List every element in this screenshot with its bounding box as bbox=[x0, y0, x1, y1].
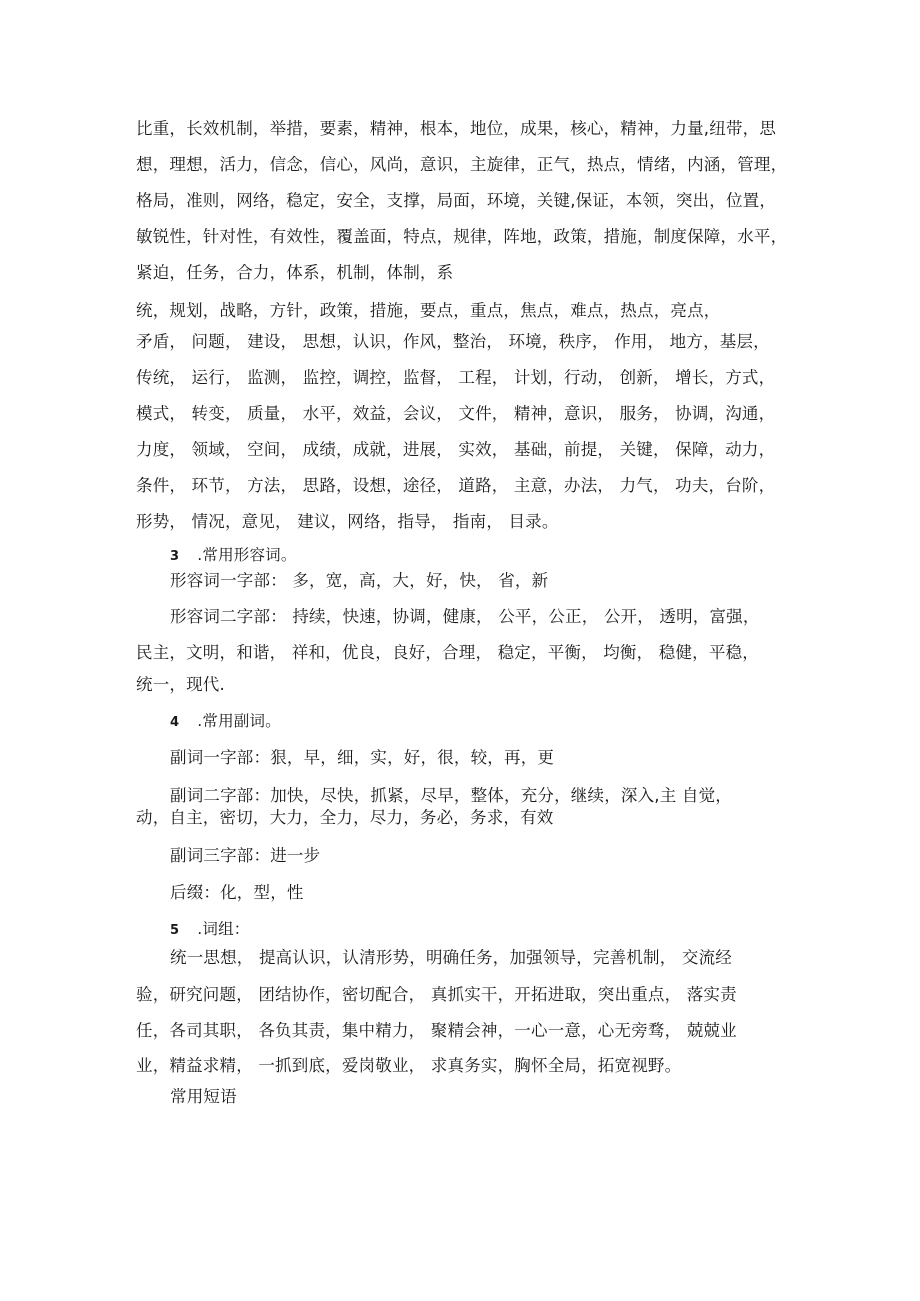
text-line: 统一思想， 提高认识，认清形势，明确任务，加强领导，完善机制， 交流经 bbox=[170, 948, 732, 967]
text-line: 副词一字部：狠，早，细，实，好，很，较，再，更 bbox=[170, 748, 555, 767]
text-line: 形势， 情况，意见， 建议，网络，指导， 指南， 目录。 bbox=[136, 512, 559, 531]
text-line: 力度， 领域， 空间， 成绩，成就，进展， 实效， 基础，前提， 关键， 保障，动力， bbox=[136, 440, 776, 459]
section-number: 5 bbox=[170, 923, 180, 938]
section-number: 4 bbox=[170, 715, 180, 730]
text-line: 验，研究问题， 团结协作，密切配合， 真抓实干，开拓进取，突出重点， 落实责 bbox=[136, 985, 737, 1004]
section-heading-phrases bbox=[170, 918, 796, 942]
heading-text: .常用副词。 bbox=[197, 712, 281, 730]
text-line: 紧迫，任务，合力，体系，机制，体制，系 bbox=[136, 263, 454, 282]
text-line: 矛盾， 问题， 建设， 思想，认识，作风，整治， 环境，秩序， 作用， 地方，基层， bbox=[136, 332, 770, 351]
text-line: 副词二字部：加快，尽快，抓紧，尽早，整体，充分，继续，深入,主 自觉， bbox=[170, 786, 732, 805]
text-line: 想，理想，活力，信念，信心，风尚，意识，主旋律，正气，热点，情绪，内涵，管理， bbox=[136, 155, 788, 174]
heading-text: .词组： bbox=[197, 920, 250, 938]
text-line: 任，各司其职， 各负其责，集中精力， 聚精会神，一心一意，心无旁骛， 兢兢业 bbox=[136, 1021, 737, 1040]
text-line: 比重，长效机制，举措，要素，精神，根本，地位，成果，核心，精神，力量,纽带，思 bbox=[136, 119, 777, 138]
text-line: 格局，准则，网络，稳定，安全，支撑，局面，环境，关键,保证，本领，突出，位置， bbox=[136, 191, 777, 210]
text-line: 常用短语 bbox=[170, 1087, 237, 1106]
text-line: 统一，现代. bbox=[136, 675, 225, 694]
text-line: 副词三字部：进一步 bbox=[170, 846, 321, 865]
text-line: 形容词一字部： 多，宽，高，大，好，快， 省，新 bbox=[170, 571, 549, 590]
text-line: 后缀：化，型，性 bbox=[170, 883, 304, 902]
section-heading-adjectives bbox=[170, 544, 796, 568]
text-line: 形容词二字部： 持续，快速，协调，健康， 公平，公正， 公开， 透明，富强， bbox=[170, 607, 760, 626]
text-line: 动，自主，密切，大力，全力，尽力，务必，务求，有效 bbox=[136, 808, 554, 827]
text-line: 业，精益求精， 一抓到底，爱岗敬业， 求真务实，胸怀全局，拓宽视野。 bbox=[136, 1056, 682, 1075]
section-heading-adverbs bbox=[170, 710, 796, 734]
text-line: 条件， 环节， 方法， 思路，设想，途径， 道路， 主意，办法， 力气， 功夫，台阶， bbox=[136, 476, 776, 495]
heading-text: .常用形容词。 bbox=[197, 546, 297, 564]
text-line: 敏锐性，针对性，有效性，覆盖面，特点，规律，阵地，政策，措施，制度保障，水平， bbox=[136, 227, 788, 246]
section-number: 3 bbox=[170, 549, 180, 564]
text-line: 模式， 转变， 质量， 水平，效益，会议， 文件， 精神，意识， 服务， 协调，沟通， bbox=[136, 404, 776, 423]
text-line: 统，规划，战略，方针，政策，措施，要点，重点，焦点，难点，热点，亮点， bbox=[136, 301, 721, 320]
text-line: 民主，文明，和谐， 祥和，优良，良好，合理， 稳定，平衡， 均衡， 稳健，平稳， bbox=[136, 643, 759, 662]
text-line: 传统， 运行， 监测， 监控，调控，监督， 工程， 计划，行动， 创新， 增长，方式， bbox=[136, 368, 776, 387]
